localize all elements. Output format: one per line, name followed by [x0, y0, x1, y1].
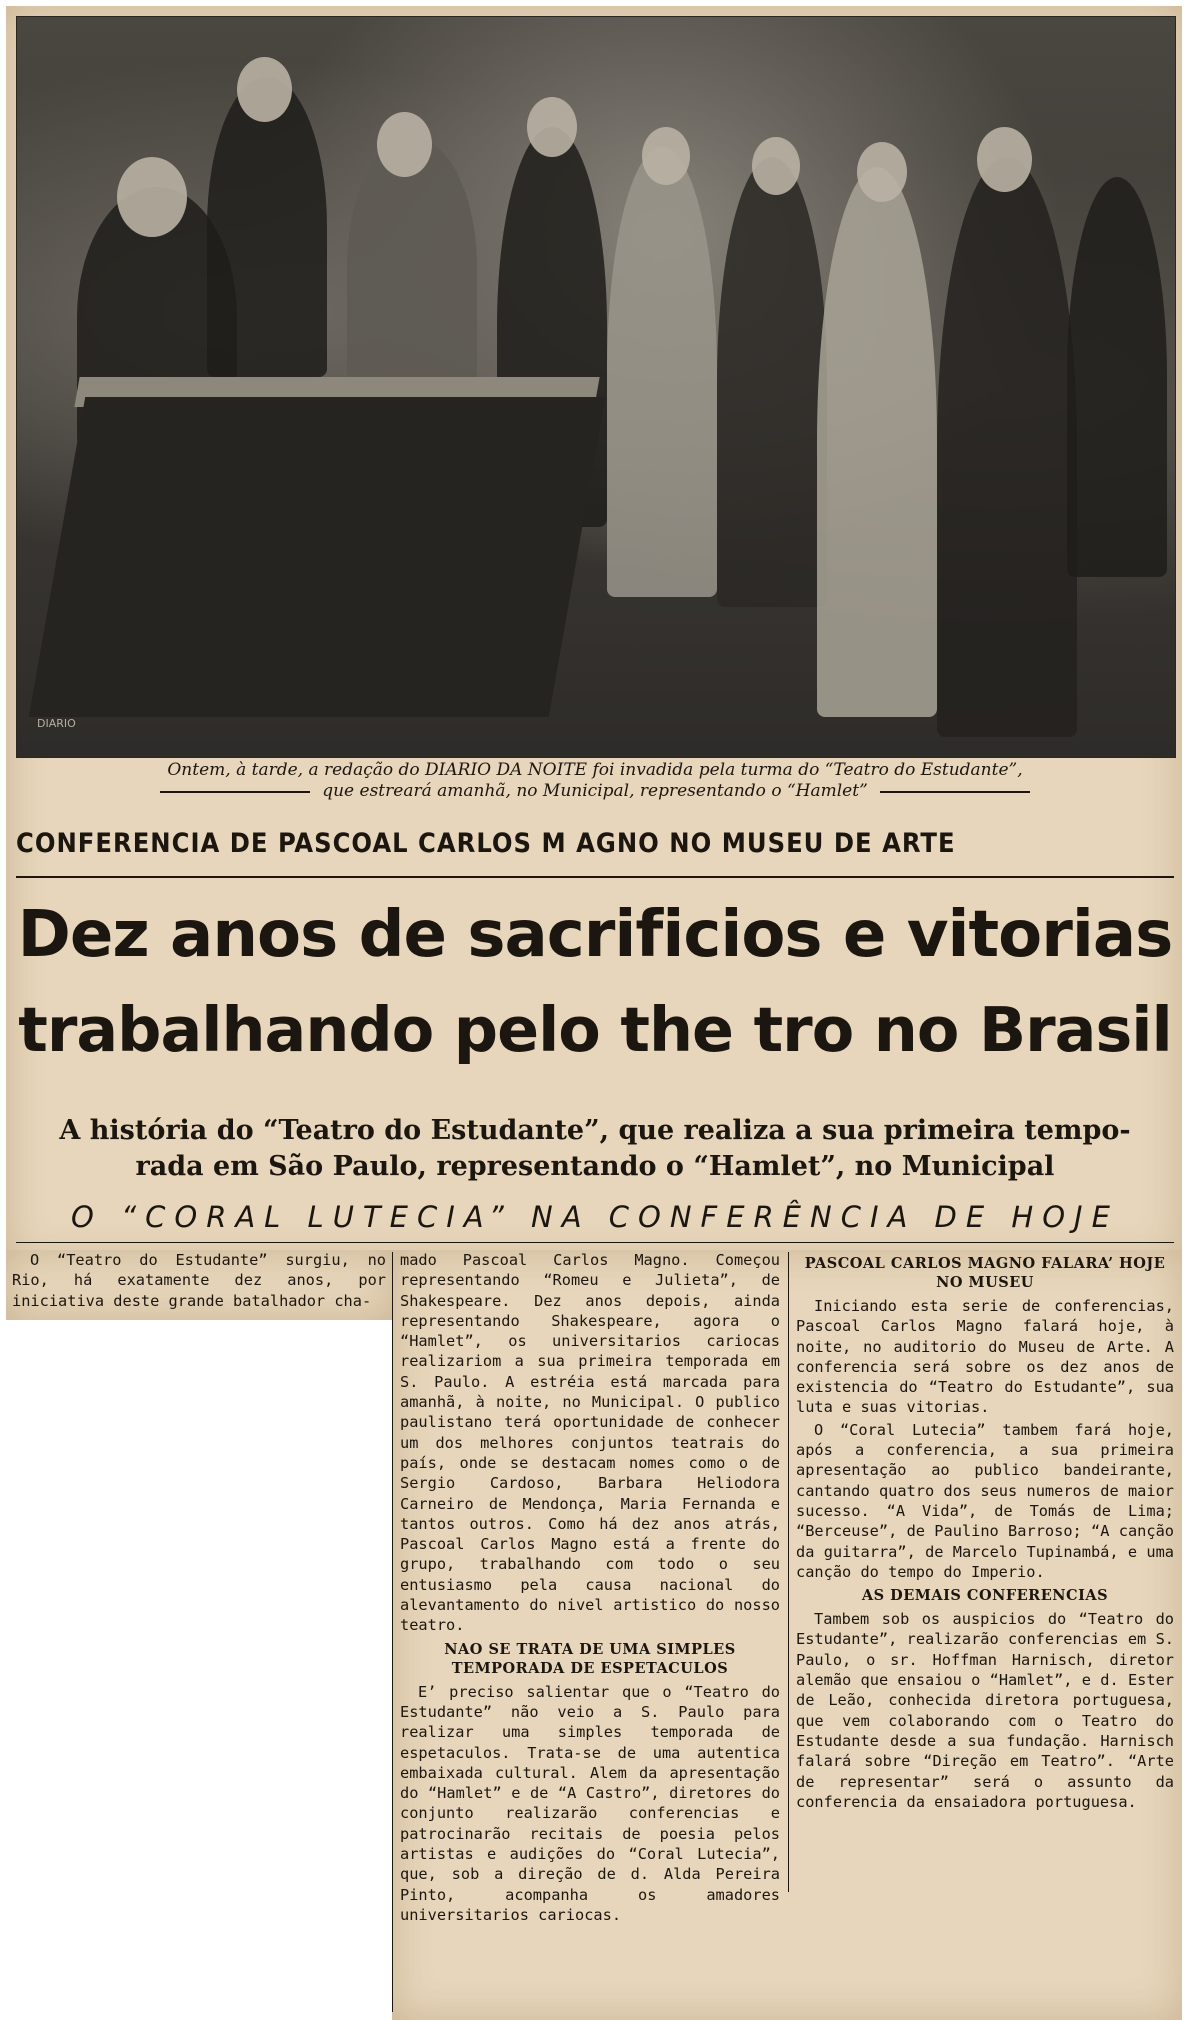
subdeck-rule: [16, 1242, 1174, 1243]
photo-person: [607, 147, 717, 597]
photo-person: [207, 77, 327, 377]
photo-person: [347, 137, 477, 397]
caption-line-2-wrapper: [16, 781, 1174, 802]
article-column-3: [796, 1250, 1174, 1814]
section-subhead: PASCOAL CARLOS MAGNO FALARA’ HOJE NO MUSEU: [804, 1255, 1166, 1291]
article-column-1: [12, 1250, 386, 1313]
photo-face: [237, 57, 292, 122]
kicker-headline: CONFERENCIA DE PASCOAL CARLOS M AGNO NO MUSEU DE ARTE: [16, 828, 956, 859]
section-subhead: NAO SE TRATA DE UMA SIMPLES TEMPORADA DE ESPETACULOS: [444, 1640, 736, 1677]
article-paragraph: E’ preciso salientar que o “Teatro do Estudante” não veio a S. Paulo para realizar uma simples temporada de espetaculos. Trata-se de uma autentica embaixada cultural. Alem da apresentação do “Hamlet” e de “A Castro”, diretores do conjunto realizarão conferencias e patrocinarão recitais de poesia pelos artistas e audições do “Coral Lutecia”, que, sob a direção de d. Alda Pereira Pinto, acompanha os amadores universitarios cariocas.: [400, 1682, 780, 1924]
deck-line-1: A história do “Teatro do Estudante”, que realiza a sua primeira tempo-: [59, 1115, 1131, 1146]
photo-face: [752, 137, 800, 195]
photo-person: [1067, 177, 1167, 577]
section-subhead: AS DEMAIS CONFERENCIAS: [861, 1587, 1109, 1605]
article-paragraph: Iniciando esta serie de conferencias, Pascoal Carlos Magno falará hoje, à noite, no auditorio do Museu de Arte. A conferencia será sobre os dez anos de existencia do “Teatro do Estudante”, sua luta e suas vitorias.: [796, 1297, 1174, 1417]
kicker-rule: [16, 876, 1174, 878]
subdeck: O “CORAL LUTECIA” NA CONFERÊNCIA DE HOJE: [71, 1200, 1119, 1234]
caption-line-2: que estreará amanhã, no Municipal, representando o “Hamlet”: [322, 781, 868, 801]
article-paragraph: O “Teatro do Estudante” surgiu, no Rio, há exatamente dez anos, por iniciativa deste grande batalhador cha-: [12, 1251, 386, 1310]
column-rule: [392, 1252, 393, 2012]
photo-caption: [16, 760, 1174, 802]
photo-credit-logo: DIARIO: [37, 717, 76, 730]
photo-face: [977, 127, 1032, 192]
photo-face: [642, 127, 690, 185]
caption-rule-right: [880, 791, 1030, 793]
photo-face: [527, 97, 577, 157]
deck-line-2: rada em São Paulo, representando o “Hamlet”, no Municipal: [135, 1151, 1055, 1182]
photo-person: [937, 157, 1077, 737]
photo-person: [817, 167, 937, 717]
column-rule: [788, 1252, 789, 1892]
photo-face: [377, 112, 432, 177]
headline-line-1: Dez anos de sacrificios e vitorias: [17, 897, 1173, 972]
photo-face: [117, 157, 187, 237]
caption-rule-left: [160, 791, 310, 793]
article-paragraph: mado Pascoal Carlos Magno. Começou representando “Romeu e Julieta”, de Shakespeare. Dez anos depois, ainda representando Shakespeare, agora o “Hamlet”, os universitarios cariocas realizariom a sua primeira temporada em S. Paulo. A estréia está marcada para amanhã, à noite, no Municipal. O publico paulistano terá oportunidade de conhecer um dos melhores conjuntos teatrais do país, onde se destacam nomes como o de Sergio Cardoso, Barbara Heliodora Carneiro de Mendonça, Maria Fernanda e tantos outros. Como há dez anos atrás, Pascoal Carlos Magno está a frente do grupo, trabalhando com todo o seu entusiasmo pela causa nacional do alevantamento do nivel artistico do nosso teatro.: [400, 1251, 780, 1635]
photo-face: [857, 142, 907, 202]
caption-line-1: Ontem, à tarde, a redação do DIARIO DA NOITE foi invadida pela turma do “Teatro do Estudante”,: [167, 760, 1023, 780]
article-column-2: [400, 1250, 780, 1927]
photo-desk: [29, 397, 605, 717]
headline-line-2: trabalhando pelo the tro no Brasil: [18, 994, 1172, 1066]
news-photo: [16, 16, 1176, 758]
article-paragraph: O “Coral Lutecia” tambem fará hoje, após a conferencia, a sua primeira apresentação ao publico bandeirante, cantando quatro dos seus numeros de maior sucesso. “A Vida”, de Tomás de Lima; “Berceuse”, de Paulino Barroso; “A canção da guitarra”, de Marcelo Tupinambá, e uma canção do tempo do Imperio.: [796, 1420, 1174, 1581]
article-paragraph: Tambem sob os auspicios do “Teatro do Estudante”, realizarão conferencias em S. Paulo, o sr. Hoffman Harnisch, diretor alemão que ensaiou o “Hamlet”, e d. Ester de Leão, conhecida diretora portuguesa, que vem colaborando com o Teatro do Estudante desde a sua fundação. Harnisch falará sobre “Direção em Teatro”. “Arte de representar” será o assunto da conferencia da ensaiadora portuguesa.: [796, 1610, 1174, 1811]
photo-person: [717, 157, 827, 607]
